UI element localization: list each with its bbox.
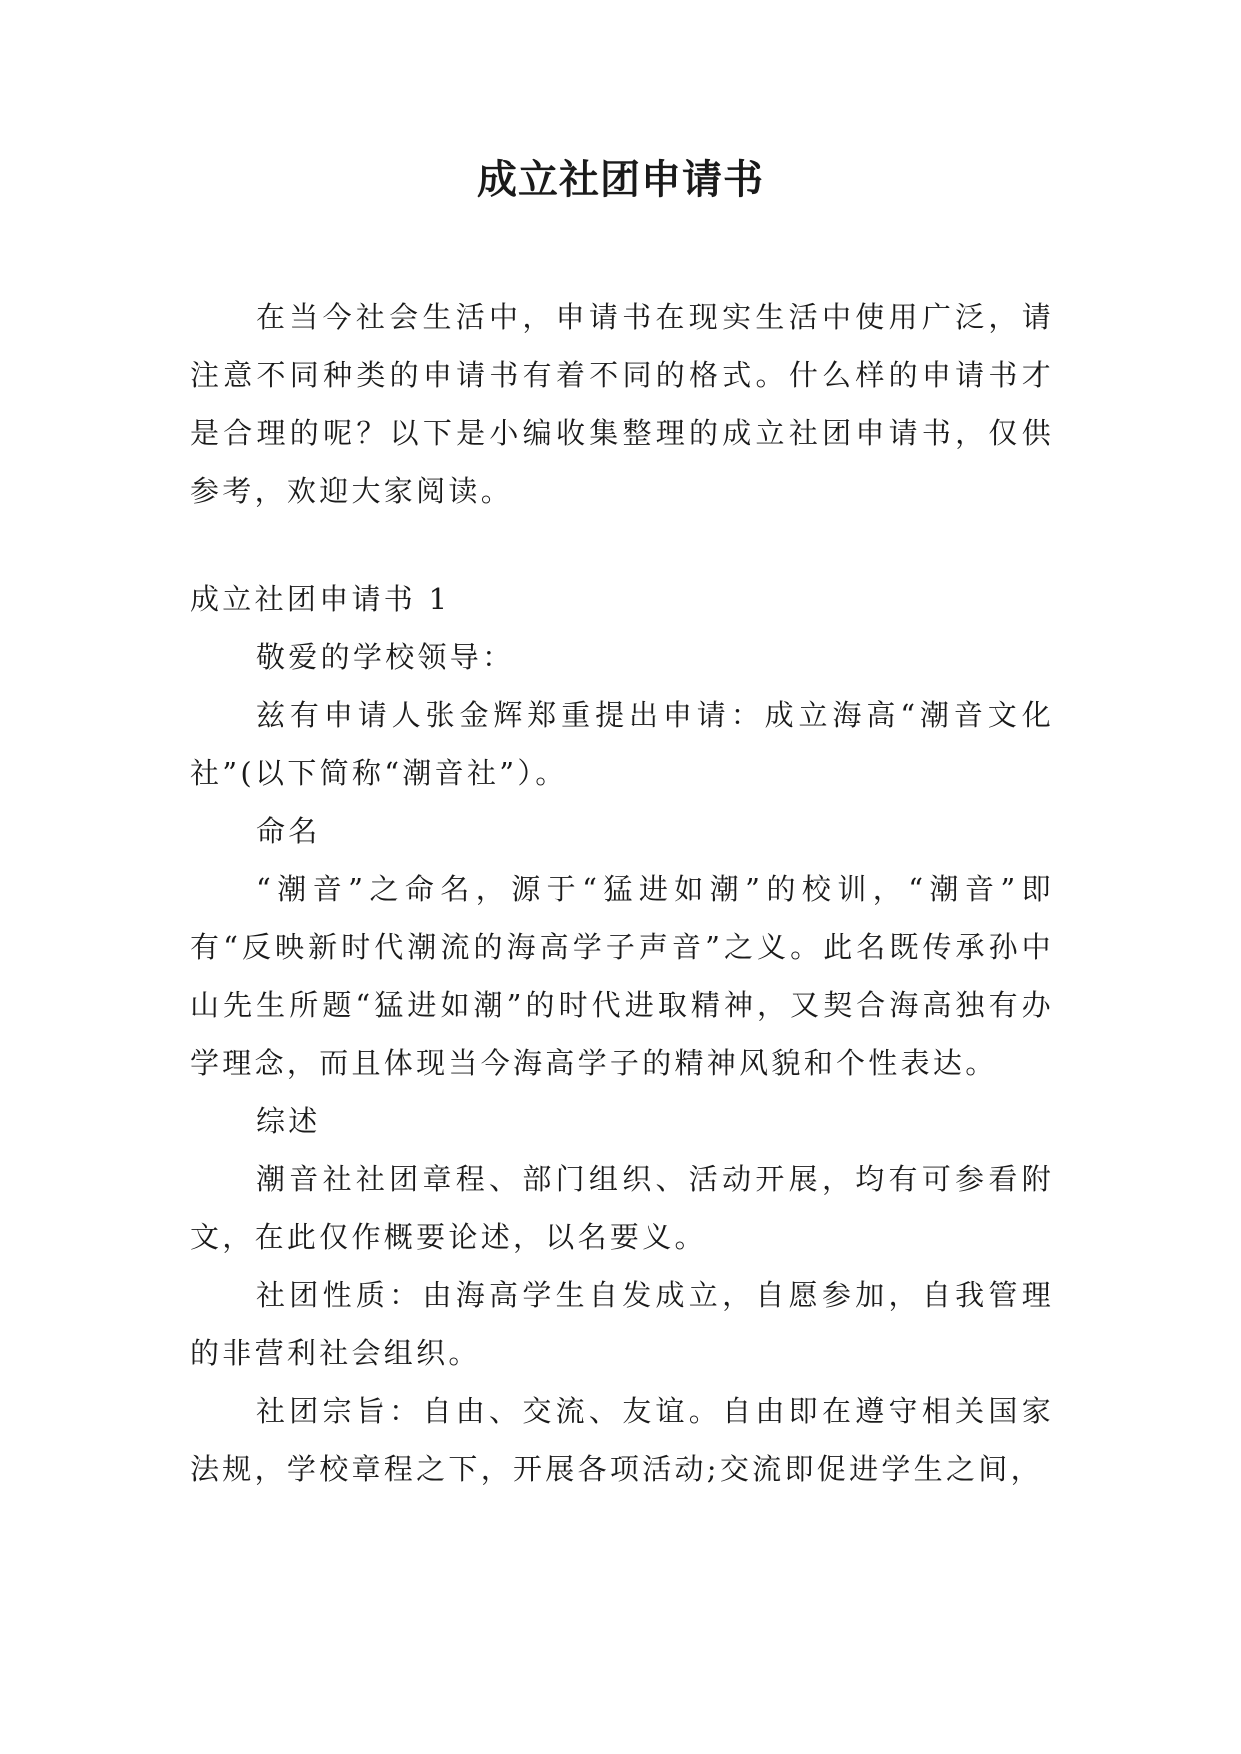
subheading-overview: 综述 [256,1104,321,1138]
application-statement: 兹有申请人张金辉郑重提出申请：成立海高“潮音文化社”(以下简称“潮音社”）。 [190,698,1054,790]
intro-paragraph: 在当今社会生活中，申请书在现实生活中使用广泛，请注意不同种类的申请书有着不同的格式。什么样的申请书才是合理的呢？以下是小编收集整理的成立社团申请书，仅供参考，欢迎大家阅读。 [190,300,1054,508]
section-heading: 成立社团申请书 1 [190,582,451,616]
salutation: 敬爱的学校领导： [256,640,515,674]
subheading-naming: 命名 [256,814,321,848]
naming-paragraph: “潮音”之命名，源于“猛进如潮”的校训，“潮音”即有“反映新时代潮流的海高学子声音”之义。此名既传承孙中山先生所题“猛进如潮”的时代进取精神，又契合海高独有办学理念，而且体现当今海高学子的精神风貌和个性表达。 [190,872,1054,1080]
document-title: 成立社团申请书 [477,157,764,203]
nature-paragraph: 社团性质：由海高学生自发成立，自愿参加，自我管理的非营利社会组织。 [190,1278,1054,1370]
purpose-paragraph: 社团宗旨：自由、交流、友谊。自由即在遵守相关国家法规，学校章程之下，开展各项活动;交流即促进学生之间， [190,1394,1054,1486]
overview-paragraph: 潮音社社团章程、部门组织、活动开展，均有可参看附文，在此仅作概要论述，以名要义。 [190,1162,1054,1254]
document-body [190,288,1054,1498]
